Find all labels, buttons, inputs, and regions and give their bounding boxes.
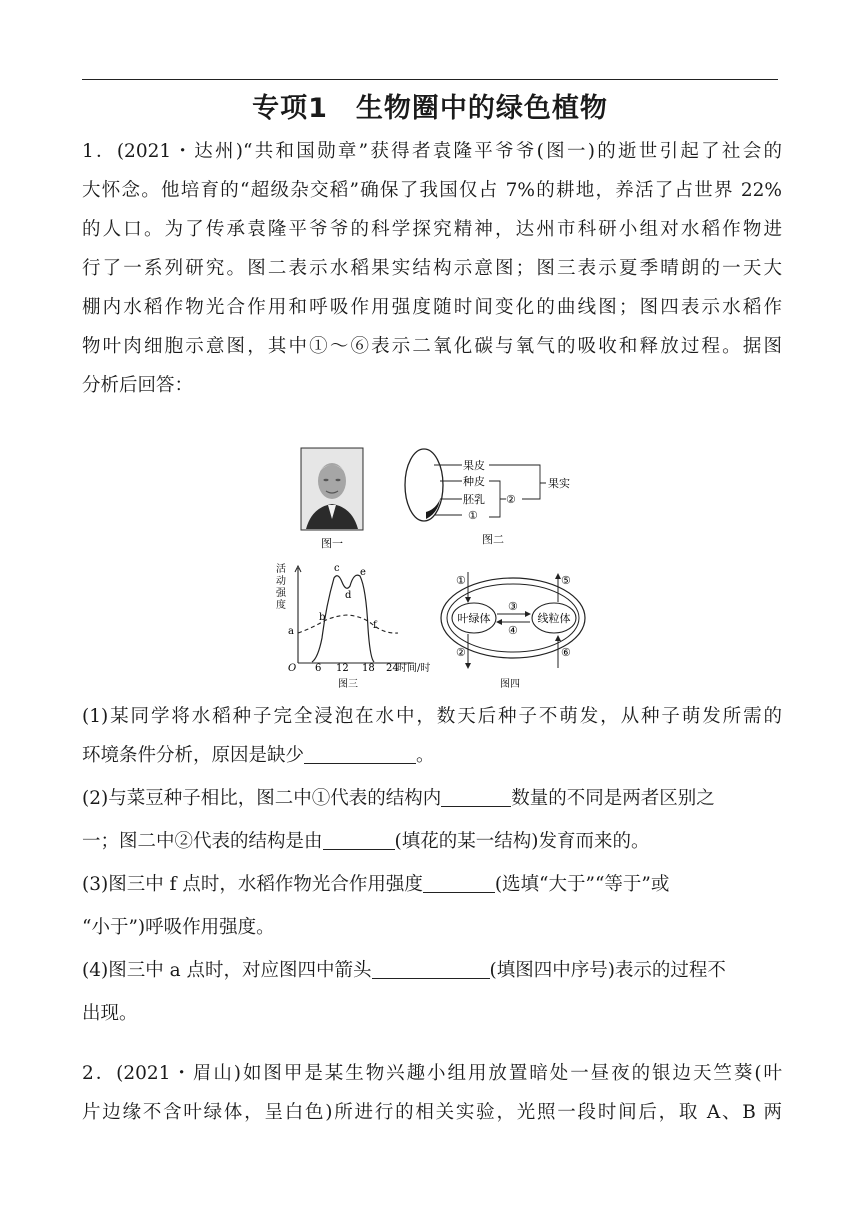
arrow-4: ④: [508, 624, 518, 637]
point-a: a: [288, 626, 294, 637]
label-fruit: 果实: [548, 477, 570, 490]
label-one: ①: [468, 509, 478, 522]
subq-2-line: (2)与菜豆种子相比，图二中①代表的结构内 数量的不同是两者区别之: [82, 788, 715, 809]
q1-line: 行了一系列研究。图二表示水稻果实结构示意图；图三表示夏季晴朗的一天大: [82, 258, 782, 279]
arrow-5: ⑤: [561, 574, 571, 587]
arrow-3: ③: [508, 600, 518, 613]
answer-blank-2[interactable]: [441, 788, 511, 808]
q1-line: 棚内水稻作物光合作用和呼吸作用强度随时间变化的曲线图；图四表示水稻作: [82, 297, 782, 318]
q1-line: 物叶肉细胞示意图，其中①～⑥表示二氧化碳与氧气的吸收和释放过程。据图: [82, 336, 782, 357]
fig3-ylabel: 度: [276, 600, 286, 611]
chloroplast-label: 叶绿体: [457, 612, 491, 625]
subq-1-line: 环境条件分析，原因是缺少 。: [82, 745, 435, 766]
answer-blank-4[interactable]: [423, 874, 495, 894]
figure-1: [300, 447, 364, 561]
figure-2: [400, 447, 590, 556]
figure-4-caption: 图四: [500, 679, 520, 690]
subq-4-line: 出现。: [82, 1003, 138, 1024]
q1-line: 大怀念。他培育的“超级杂交稻”确保了我国仅占 7%的耕地，养活了占世界 22%: [82, 180, 782, 201]
fig3-ylabel: 动: [276, 576, 286, 587]
fig3-ylabel: 活: [276, 564, 286, 575]
answer-blank-5[interactable]: [372, 960, 490, 980]
figure-2-caption: 图二: [482, 533, 504, 546]
subq-1-line: (1)某同学将水稻种子完全浸泡在水中，数天后种子不萌发，从种子萌发所需的: [82, 706, 782, 727]
subq-4-line: (4)图三中 a 点时，对应图四中箭头 (填图四中序号)表示的过程不: [82, 960, 726, 981]
subq-3-line: (3)图三中 f 点时，水稻作物光合作用强度 (选填“大于”“等于”或: [82, 874, 670, 895]
fig3-xtick: 6: [315, 663, 322, 674]
question-1-text: [82, 132, 782, 405]
fig3-ylabel: 强: [276, 588, 286, 599]
label-seed-coat: 种皮: [463, 475, 485, 488]
q1-line: 分析后回答：: [82, 375, 194, 396]
subq-2-line: 一；图二中②代表的结构是由 (填花的某一结构)发育而来的。: [82, 831, 650, 852]
arrow-2: ②: [456, 646, 466, 659]
mitochondrion-label: 线粒体: [537, 612, 571, 625]
header-rule: [82, 79, 778, 80]
figure-3-caption: 图三: [338, 679, 358, 690]
point-f: f: [373, 620, 377, 631]
point-e: e: [360, 567, 366, 578]
arrow-1: ①: [456, 574, 466, 587]
figure-3: [272, 558, 432, 696]
fig3-xtick: 12: [336, 663, 349, 674]
label-two: ②: [506, 493, 516, 506]
subquestions: [82, 697, 782, 1033]
point-c: c: [334, 563, 340, 574]
figure-1-caption: 图一: [321, 537, 343, 550]
page-title: 专项1 生物圈中的绿色植物: [252, 93, 608, 124]
answer-blank-1[interactable]: [304, 745, 416, 765]
point-b: b: [319, 612, 326, 623]
q2-line: 2．(2021・眉山)如图甲是某生物兴趣小组用放置暗处一昼夜的银边天竺葵(叶: [82, 1063, 782, 1084]
respiration-curve: [298, 615, 398, 633]
rice-grain-outline: [405, 449, 443, 521]
label-pericarp: 果皮: [463, 459, 485, 472]
figure-4: [438, 568, 598, 696]
fig3-xtick: 18: [362, 663, 375, 674]
q1-line: 的人口。为了传承袁隆平爷爷的科学探究精神，达州市科研小组对水稻作物进: [82, 219, 782, 240]
subq-3-line: “小于”)呼吸作用强度。: [82, 917, 275, 938]
arrow-6: ⑥: [561, 646, 571, 659]
q1-line: 1．(2021・达州)“共和国勋章”获得者袁隆平爷爷(图一)的逝世引起了社会的: [82, 141, 782, 162]
fig3-origin: O: [288, 663, 297, 674]
question-2-text: [82, 1054, 782, 1132]
q2-line: 片边缘不含叶绿体，呈白色)所进行的相关实验，光照一段时间后，取 A、B 两: [82, 1102, 782, 1123]
fig3-xunit: 时间/时: [397, 663, 431, 674]
fig3-xtick: 24: [386, 663, 399, 674]
answer-blank-3[interactable]: [323, 831, 395, 851]
label-endosperm: 胚乳: [463, 493, 485, 506]
point-d: d: [345, 590, 352, 601]
